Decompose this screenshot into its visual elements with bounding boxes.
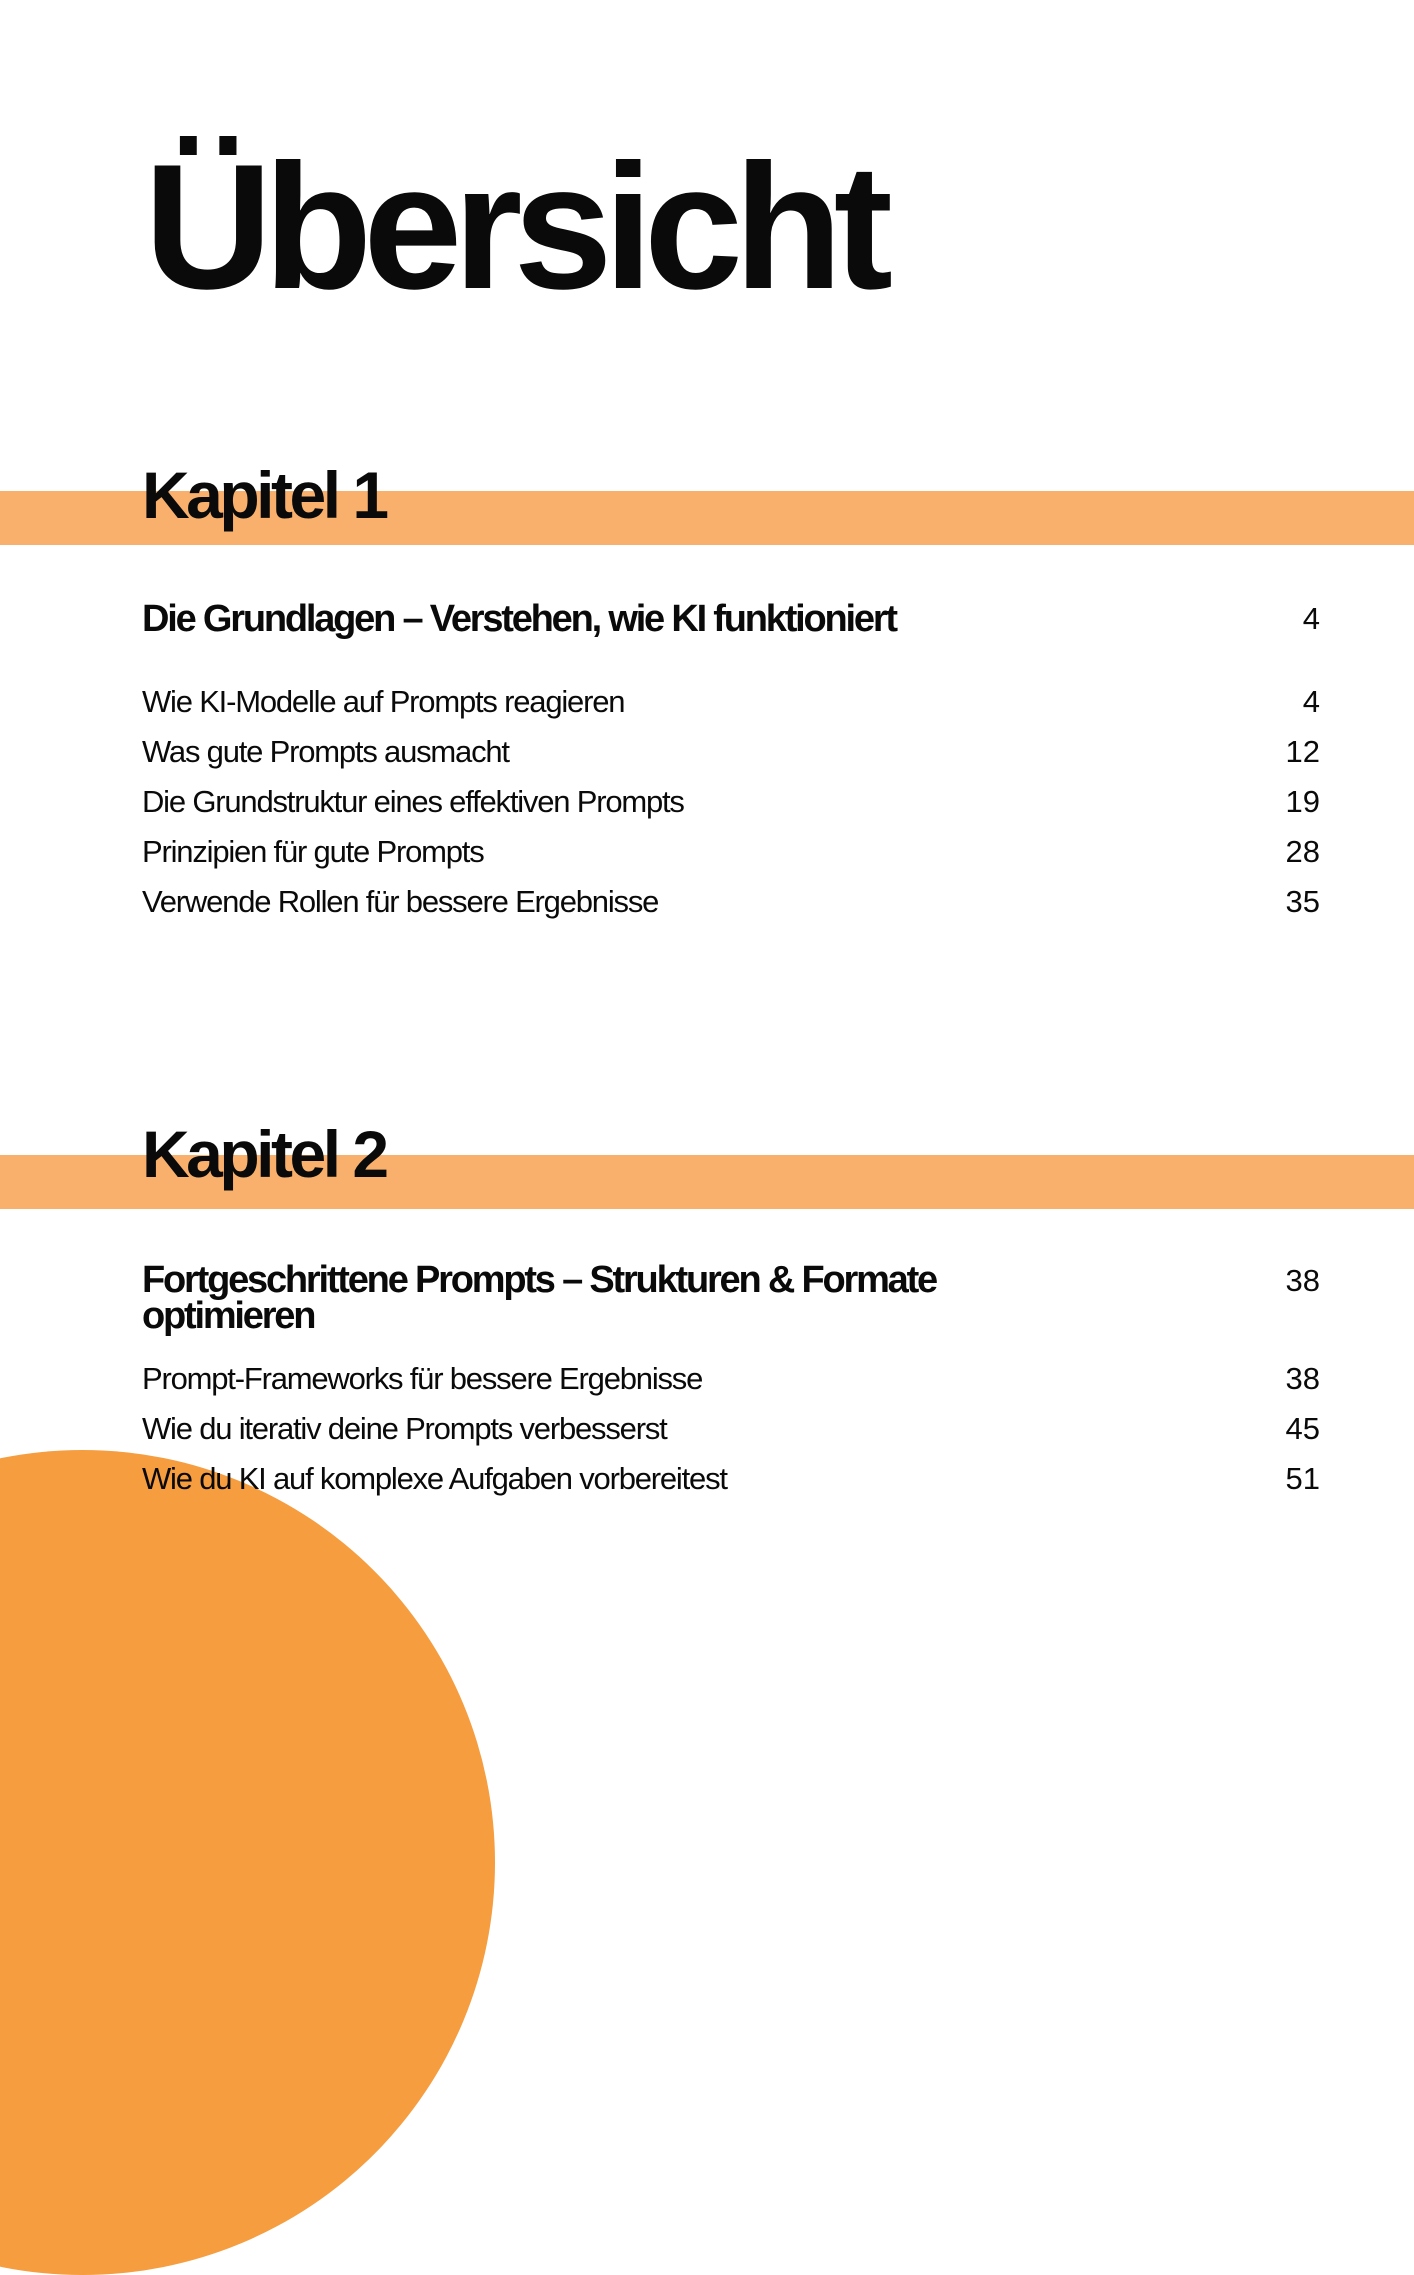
page-title: Übersicht	[144, 127, 884, 326]
toc-entry-title: Die Grundstruktur eines effektiven Prompts	[142, 784, 684, 819]
toc-entry-page: 45	[1285, 1411, 1320, 1446]
toc-entry[interactable]	[142, 1461, 1320, 1497]
toc-entry-page: 19	[1285, 784, 1320, 819]
toc-entry-page: 28	[1285, 834, 1320, 869]
chapter-2-main-entry[interactable]	[142, 1259, 1320, 1337]
toc-entry-title: Die Grundlagen – Verstehen, wie KI funktioniert	[142, 598, 896, 640]
toc-entry[interactable]	[142, 1361, 1320, 1397]
toc-entry-page: 4	[1302, 601, 1320, 636]
toc-entry-title: Wie du KI auf komplexe Aufgaben vorbereitest	[142, 1461, 727, 1496]
chapter-1-main-entry[interactable]	[142, 600, 1320, 638]
toc-entry[interactable]	[142, 1411, 1320, 1447]
toc-entry-title: Fortgeschrittene Prompts – Strukturen & Formate optimieren	[142, 1259, 936, 1337]
toc-entry-page: 4	[1302, 684, 1320, 719]
chapter-1-heading: Kapitel 1	[142, 458, 386, 532]
toc-entry[interactable]	[142, 834, 1320, 870]
toc-entry-page: 35	[1285, 884, 1320, 919]
toc-entry-title: Prompt-Frameworks für bessere Ergebnisse	[142, 1361, 703, 1396]
toc-entry-title: Verwende Rollen für bessere Ergebnisse	[142, 884, 659, 919]
toc-entry-title: Was gute Prompts ausmacht	[142, 734, 509, 769]
toc-entry-title: Wie KI-Modelle auf Prompts reagieren	[142, 684, 625, 719]
toc-entry[interactable]	[142, 734, 1320, 770]
toc-entry-title: Prinzipien für gute Prompts	[142, 834, 484, 869]
toc-entry[interactable]	[142, 884, 1320, 920]
toc-entry-page: 12	[1285, 734, 1320, 769]
toc-entry-title: Wie du iterativ deine Prompts verbesserst	[142, 1411, 667, 1446]
toc-entry-page: 38	[1285, 1263, 1320, 1298]
decorative-orange-circle	[0, 1450, 495, 2275]
toc-entry[interactable]	[142, 684, 1320, 720]
toc-entry-page: 51	[1285, 1461, 1320, 1496]
chapter-2-heading: Kapitel 2	[142, 1117, 386, 1191]
toc-entry-page: 38	[1285, 1361, 1320, 1396]
toc-entry[interactable]	[142, 784, 1320, 820]
